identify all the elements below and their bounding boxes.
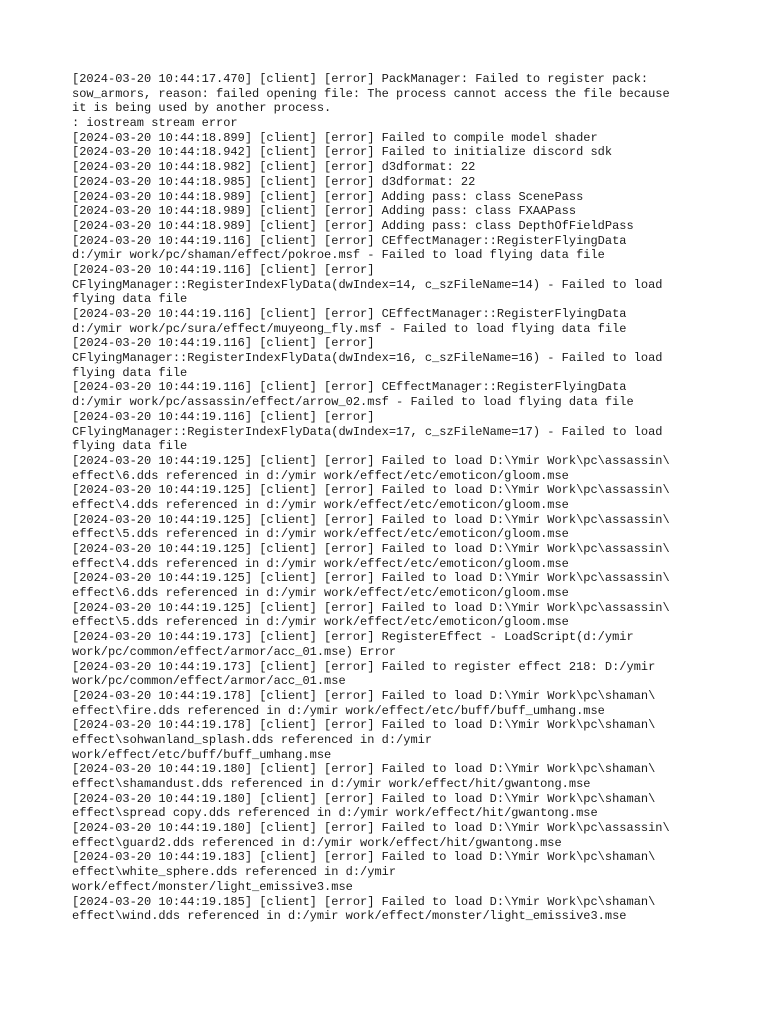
- log-line: d:/ymir work/pc/shaman/effect/pokroe.msf - Failed to load flying data file: [72, 248, 605, 263]
- log-line: work/pc/common/effect/armor/acc_01.mse: [72, 674, 346, 689]
- log-line: [2024-03-20 10:44:19.125] [client] [error] Failed to load D:\Ymir Work\pc\assassin\: [72, 571, 670, 586]
- log-line: [2024-03-20 10:44:19.116] [client] [error] CEffectManager::RegisterFlyingData: [72, 380, 627, 395]
- log-line: [2024-03-20 10:44:19.185] [client] [error] Failed to load D:\Ymir Work\pc\shaman\: [72, 894, 656, 909]
- log-line: [2024-03-20 10:44:19.178] [client] [error] Failed to load D:\Ymir Work\pc\shaman\: [72, 688, 656, 703]
- log-line: [2024-03-20 10:44:19.116] [client] [error] CEffectManager::RegisterFlyingData: [72, 233, 627, 248]
- log-line: effect\sohwanland_splash.dds referenced in d:/ymir: [72, 732, 433, 747]
- log-line: [2024-03-20 10:44:19.125] [client] [error] Failed to load D:\Ymir Work\pc\assassin\: [72, 483, 670, 498]
- log-line: it is being used by another process.: [72, 101, 332, 116]
- log-line: [2024-03-20 10:44:19.125] [client] [error] Failed to load D:\Ymir Work\pc\assassin\: [72, 542, 670, 556]
- log-line: [2024-03-20 10:44:19.173] [client] [error] RegisterEffect - LoadScript(d:/ymir: [72, 630, 634, 645]
- log-line: [2024-03-20 10:44:19.173] [client] [error] Failed to register effect 218: D:/ymir: [72, 659, 656, 674]
- log-line: d:/ymir work/pc/sura/effect/muyeong_fly.msf - Failed to load flying data file: [72, 321, 627, 336]
- log-line: d:/ymir work/pc/assassin/effect/arrow_02.msf - Failed to load flying data file: [72, 395, 634, 410]
- log-line: effect\shamandust.dds referenced in d:/ymir work/effect/hit/gwantong.mse: [72, 777, 591, 791]
- log-line: CFlyingManager::RegisterIndexFlyData(dwIndex=14, c_szFileName=14) - Failed to load: [72, 277, 663, 292]
- log-line: [2024-03-20 10:44:19.116] [client] [error]: [72, 336, 375, 351]
- log-line: effect\guard2.dds referenced in d:/ymir work/effect/hit/gwantong.mse: [72, 835, 562, 850]
- log-line: [2024-03-20 10:44:18.989] [client] [error] Adding pass: class DepthOfFieldPass: [72, 218, 634, 233]
- log-line: effect\4.dds referenced in d:/ymir work/effect/etc/emoticon/gloom.mse: [72, 556, 569, 571]
- log-line: : iostream stream error: [72, 116, 238, 131]
- log-line: [2024-03-20 10:44:19.116] [client] [error]: [72, 262, 375, 277]
- log-line: flying data file: [72, 365, 188, 380]
- log-line: CFlyingManager::RegisterIndexFlyData(dwIndex=17, c_szFileName=17) - Failed to load: [72, 424, 663, 439]
- log-line: effect\5.dds referenced in d:/ymir work/effect/etc/emoticon/gloom.mse: [72, 615, 569, 630]
- log-line: [2024-03-20 10:44:19.125] [client] [error] Failed to load D:\Ymir Work\pc\assassin\: [72, 512, 670, 527]
- log-line: effect\5.dds referenced in d:/ymir work/effect/etc/emoticon/gloom.mse: [72, 527, 569, 542]
- log-line: work/effect/monster/light_emissive3.mse: [72, 879, 353, 894]
- log-line: [2024-03-20 10:44:18.985] [client] [error] d3dformat: 22: [72, 174, 476, 189]
- log-line: [2024-03-20 10:44:18.989] [client] [error] Adding pass: class FXAAPass: [72, 204, 577, 219]
- log-line: [2024-03-20 10:44:19.180] [client] [error] Failed to load D:\Ymir Work\pc\shaman\: [72, 791, 656, 806]
- log-line: [2024-03-20 10:44:17.470] [client] [error] PackManager: Failed to register pack:: [72, 72, 649, 86]
- log-line: [2024-03-20 10:44:18.899] [client] [error] Failed to compile model shader: [72, 130, 598, 145]
- log-line: [2024-03-20 10:44:19.116] [client] [error]: [72, 409, 375, 424]
- log-line: flying data file: [72, 439, 188, 454]
- log-line: effect\spread copy.dds referenced in d:/ymir work/effect/hit/gwantong.mse: [72, 806, 598, 821]
- log-line: [2024-03-20 10:44:19.116] [client] [error] CEffectManager::RegisterFlyingData: [72, 307, 627, 321]
- log-line: [2024-03-20 10:44:19.178] [client] [error] Failed to load D:\Ymir Work\pc\shaman\: [72, 718, 656, 733]
- log-line: [2024-03-20 10:44:19.180] [client] [error] Failed to load D:\Ymir Work\pc\assassin\: [72, 821, 670, 836]
- log-line: [2024-03-20 10:44:18.989] [client] [error] Adding pass: class ScenePass: [72, 189, 584, 204]
- log-line: [2024-03-20 10:44:18.982] [client] [error] d3dformat: 22: [72, 160, 476, 175]
- log-line: effect\wind.dds referenced in d:/ymir work/effect/monster/light_emissive3.mse: [72, 909, 627, 924]
- log-line: work/pc/common/effect/armor/acc_01.mse) Error: [72, 644, 397, 659]
- log-line: effect\fire.dds referenced in d:/ymir work/effect/etc/buff/buff_umhang.mse: [72, 703, 605, 718]
- log-line: effect\white_sphere.dds referenced in d:/ymir: [72, 865, 397, 880]
- log-line: work/effect/etc/buff/buff_umhang.mse: [72, 747, 332, 762]
- log-line: [2024-03-20 10:44:19.180] [client] [error] Failed to load D:\Ymir Work\pc\shaman\: [72, 762, 656, 777]
- log-line: effect\4.dds referenced in d:/ymir work/effect/etc/emoticon/gloom.mse: [72, 497, 569, 512]
- log-line: [2024-03-20 10:44:18.942] [client] [error] Failed to initialize discord sdk: [72, 145, 613, 160]
- log-text: [72, 72, 712, 924]
- log-line: [2024-03-20 10:44:19.125] [client] [error] Failed to load D:\Ymir Work\pc\assassin\: [72, 600, 670, 615]
- log-line: flying data file: [72, 292, 188, 307]
- log-line: sow_armors, reason: failed opening file: The process cannot access the file because: [72, 86, 670, 101]
- log-line: effect\6.dds referenced in d:/ymir work/effect/etc/emoticon/gloom.mse: [72, 468, 569, 483]
- log-line: [2024-03-20 10:44:19.125] [client] [error] Failed to load D:\Ymir Work\pc\assassin\: [72, 453, 670, 468]
- log-line: effect\6.dds referenced in d:/ymir work/effect/etc/emoticon/gloom.mse: [72, 586, 569, 601]
- log-line: [2024-03-20 10:44:19.183] [client] [error] Failed to load D:\Ymir Work\pc\shaman\: [72, 850, 656, 865]
- log-line: CFlyingManager::RegisterIndexFlyData(dwIndex=16, c_szFileName=16) - Failed to load: [72, 351, 663, 366]
